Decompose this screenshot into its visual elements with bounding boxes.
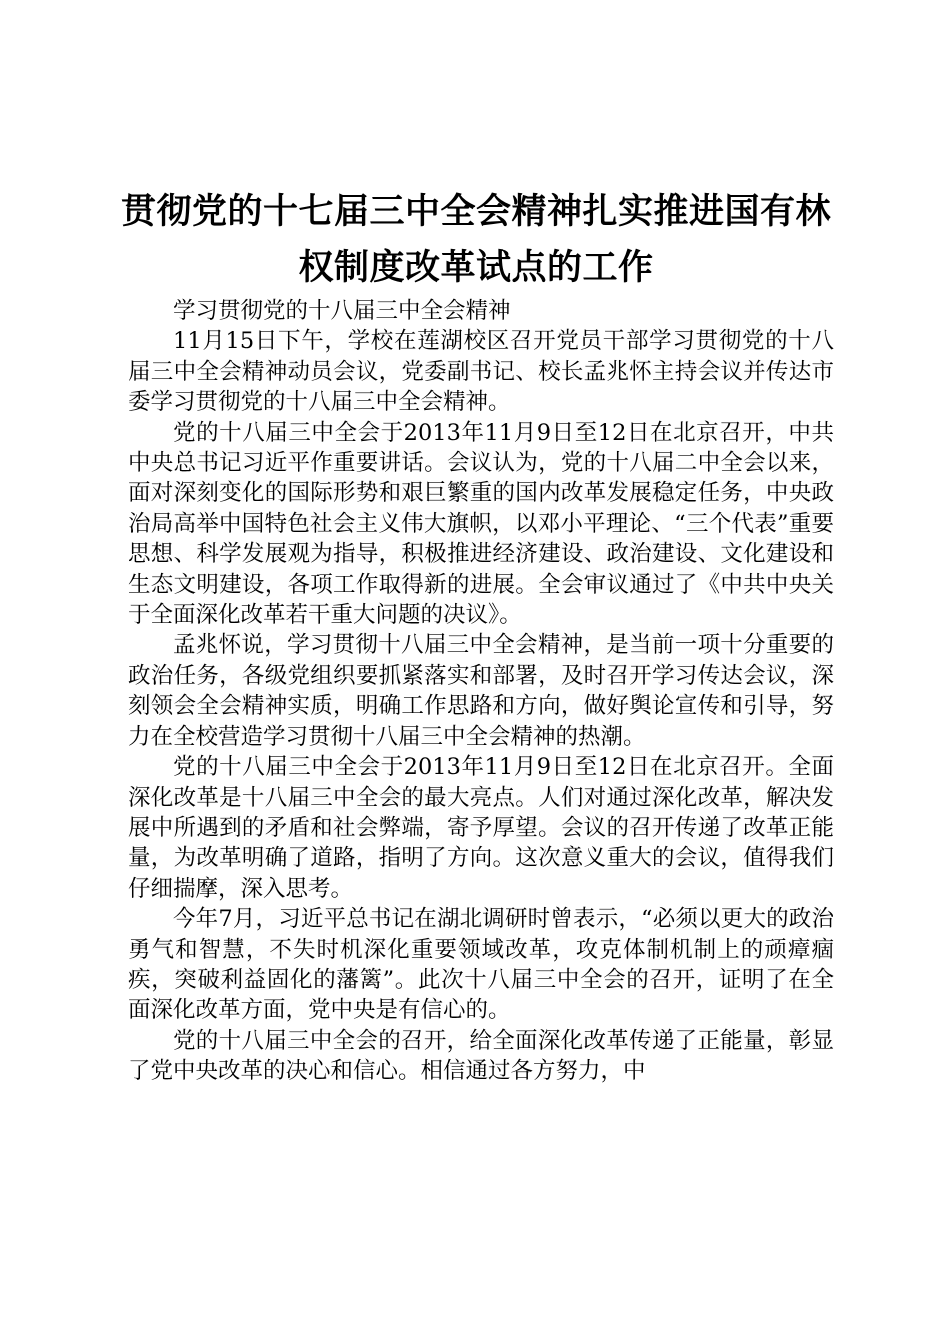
paragraph: 党的十八届三中全会于2013年11月9日至12日在北京召开，中共中央总书记习近平作重要讲话。会议认为，党的十八届二中全会以来，面对深刻变化的国际形势和艰巨繁重的国内改革发展稳定任务，中央政治局高举中国特色社会主义伟大旗帜，以邓小平理论、“三个代表”重要思想、科学发展观为指导，积极推进经济建设、政治建设、文化建设和生态文明建设，各项工作取得新的进展。全会审议通过了《中共中央关于全面深化改革若干重大问题的决议》。 xyxy=(128,419,834,629)
document-body xyxy=(128,296,834,1087)
paragraph: 今年7月，习近平总书记在湖北调研时曾表示，“必须以更大的政治勇气和智慧，不失时机深化重要领域改革，攻克体制机制上的顽瘴痼疾，突破利益固化的藩篱”。此次十八届三中全会的召开，证明了在全面深化改革方面，党中央是有信心的。 xyxy=(128,906,834,1024)
paragraph: 党的十八届三中全会的召开，给全面深化改革传递了正能量，彰显了党中央改革的决心和信心。相信通过各方努力，中 xyxy=(128,1027,834,1085)
paragraph: 孟兆怀说，学习贯彻十八届三中全会精神，是当前一项十分重要的政治任务，各级党组织要抓紧落实和部署，及时召开学习传达会议，深刻领会全会精神实质，明确工作思路和方向，做好舆论宣传和引导，努力在全校营造学习贯彻十八届三中全会精神的热潮。 xyxy=(128,632,834,750)
document-title-line-2: 权制度改革试点的工作 xyxy=(298,248,654,288)
paragraph-heading: 学习贯彻党的十八届三中全会精神 xyxy=(173,298,511,324)
paragraph: 11月15日下午，学校在莲湖校区召开党员干部学习贯彻党的十八届三中全会精神动员会议，党委副书记、校长孟兆怀主持会议并传达市委学习贯彻党的十八届三中全会精神。 xyxy=(128,328,834,416)
paragraph: 党的十八届三中全会于2013年11月9日至12日在北京召开。全面深化改革是十八届三中全会的最大亮点。人们对通过深化改革，解决发展中所遇到的矛盾和社会弊端，寄予厚望。会议的召开传递了改革正能量，为改革明确了道路，指明了方向。这次意义重大的会议，值得我们仔细揣摩，深入思考。 xyxy=(128,754,834,902)
document-title-line-1: 贯彻党的十七届三中全会精神扎实推进国有林 xyxy=(120,192,831,232)
